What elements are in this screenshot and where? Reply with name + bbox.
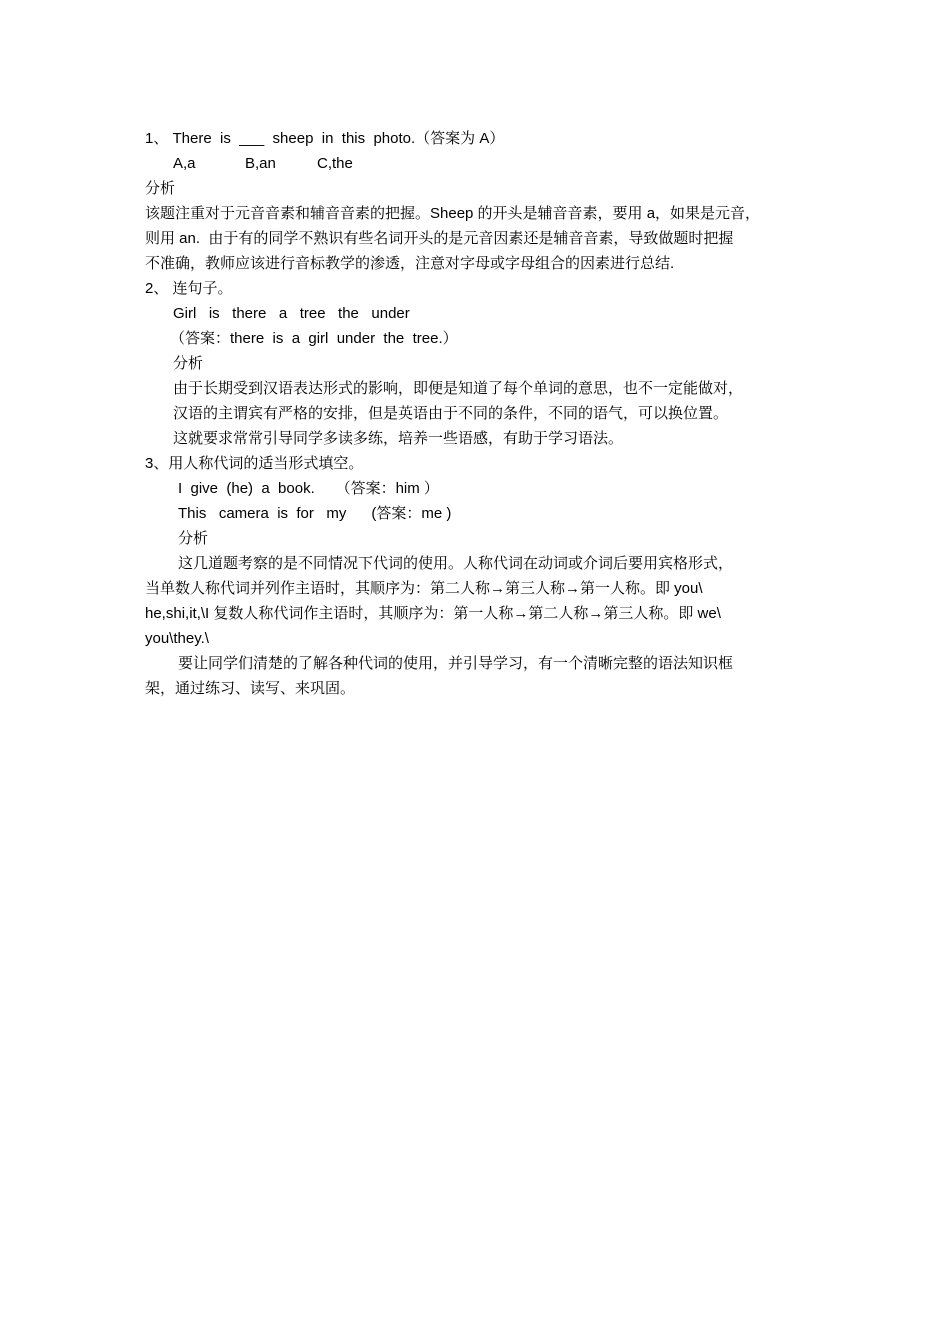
question-1-analysis-line: 不准确，教师应该进行音标教学的渗透，注意对字母或字母组合的因素进行总结.: [145, 255, 675, 272]
question-3-analysis-line: 当单数人称代词并列作主语时，其顺序为：第二人称→第三人称→第一人称。即 you\: [145, 580, 703, 597]
question-3-analysis-label: 分析: [178, 530, 209, 547]
question-3-analysis-first: 这几道题考察的是不同情况下代词的使用。人称代词在动词或介词后要用宾格形式，: [178, 555, 734, 572]
choice-b: B,an: [245, 155, 276, 172]
question-2-analysis-line: 由于长期受到汉语表达形式的影响，即便是知道了每个单词的意思，也不一定能做对，: [173, 380, 744, 397]
choice-c: C,the: [317, 155, 353, 172]
question-1: 1、 There is ___ sheep in this photo.（答案为 A）: [145, 130, 505, 147]
question-1-analysis-line: 该题注重对于元音音素和辅音音素的把握。Sheep 的开头是辅音音素，要用 a，如果是元音，: [145, 205, 761, 222]
question-2-analysis-line: 汉语的主谓宾有严格的安排，但是英语由于不同的条件，不同的语气，可以换位置。: [173, 405, 729, 422]
question-3-analysis-line: you\they.\: [145, 630, 209, 647]
closing-paragraph-first: 要让同学们清楚的了解各种代词的使用，并引导学习，有一个清晰完整的语法知识框: [178, 655, 734, 672]
choice-a: A,a: [173, 155, 196, 172]
question-2-words: Girl is there a tree the under: [173, 305, 410, 322]
question-3-analysis-line: he,shi,it,\I 复数人称代词作主语时，其顺序为：第一人称→第二人称→第三人称。即 we\: [145, 605, 721, 622]
question-2-title: 2、 连句子。: [145, 280, 233, 297]
question-3-item-2: This camera is for my (答案：me ): [178, 505, 452, 522]
closing-paragraph-second: 架，通过练习、读写、来巩固。: [145, 680, 356, 697]
question-1-analysis-label: 分析: [145, 180, 176, 197]
question-2-analysis-line: 这就要求常常引导同学多读多练，培养一些语感，有助于学习语法。: [173, 430, 624, 447]
question-2-answer: （答案：there is a girl under the tree.）: [170, 330, 458, 347]
question-1-analysis-line: 则用 an. 由于有的同学不熟识有些名词开头的是元音因素还是辅音音素，导致做题时把握: [145, 230, 734, 247]
question-2-analysis-label: 分析: [173, 355, 204, 372]
document-body: [145, 126, 817, 701]
question-3-item-1: I give (he) a book. （答案：him ）: [178, 480, 439, 497]
question-3-title: 3、用人称代词的适当形式填空。: [145, 455, 364, 472]
question-1-choices: [145, 151, 817, 176]
